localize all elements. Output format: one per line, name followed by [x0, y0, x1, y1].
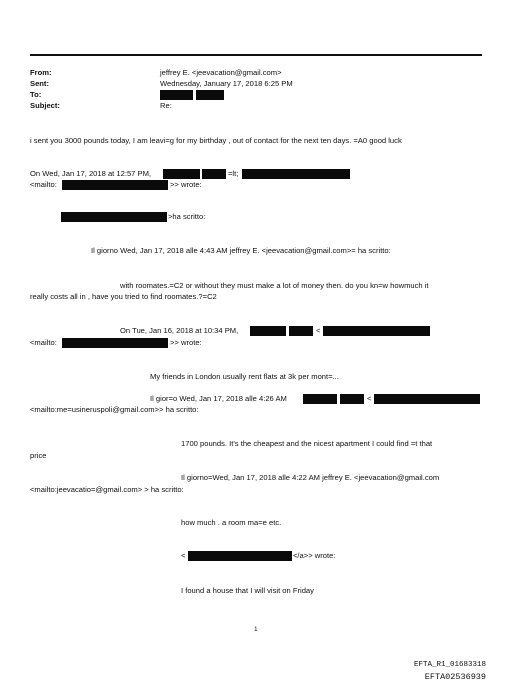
redaction-box [62, 180, 168, 190]
mailto-line: <mailto:me=usineruspoli@gmail.com>> ha scritto: [30, 405, 199, 414]
quote-header-lt: < [181, 551, 186, 560]
from-label: From: [30, 68, 52, 77]
redaction-box [242, 169, 350, 179]
quote-header: Il giorno Wed, Jan 17, 2018 alle 4:43 AM jeffrey E. <jeevacation@gmail.com>= ha scritto: [91, 246, 391, 255]
subject-label: Subject: [30, 101, 60, 110]
to-label: To: [30, 90, 42, 99]
message-line: My friends in London usually rent flats at 3k per mont=... [150, 372, 339, 381]
redaction-box [188, 551, 292, 561]
redaction-box [303, 394, 337, 404]
redaction-box [163, 169, 200, 179]
quote-header: Il giorno=Wed, Jan 17, 2018 alle 4:22 AM jeffrey E. <jeevacation@gmail.com [181, 473, 440, 482]
redaction-box [62, 338, 168, 348]
message-line: i sent you 3000 pounds today, I am leavi=g for my birthday , out of contact for the next ten days. =A0 good luck [30, 136, 402, 145]
redaction-box [61, 212, 167, 222]
quote-header-lt: =lt; [228, 169, 239, 178]
bates-number-secondary: EFTA02536939 [424, 672, 486, 682]
wrote-text: </a>> wrote: [293, 551, 336, 560]
redaction-box [160, 90, 193, 100]
quote-header: On Wed, Jan 17, 2018 at 12:57 PM, [30, 169, 152, 178]
redaction-box [340, 394, 364, 404]
redaction-box [196, 90, 224, 100]
bates-number-primary: EFTA_R1_01683318 [413, 661, 486, 669]
message-line: with roomates.=C2 or without they must make a lot of money then. do you kn=w howmuch it [120, 281, 429, 290]
sent-label: Sent: [30, 79, 49, 88]
message-line: how much . a room ma=e etc. [181, 518, 282, 527]
quote-header: Il gior=o Wed, Jan 17, 2018 alle 4:26 AM [150, 394, 287, 403]
redaction-box [250, 326, 286, 336]
mailto-line: <mailto:jeevacatio=@gmail.com> > ha scritto: [30, 485, 184, 494]
wrote-text: >> wrote: [170, 180, 202, 189]
sent-value: Wednesday, January 17, 2018 6:25 PM [160, 79, 293, 88]
message-line: price [30, 451, 47, 460]
ha-scritto: >ha scritto: [168, 212, 206, 221]
from-value: jeffrey E. <jeevacation@gmail.com> [160, 68, 282, 77]
subject-value: Re: [160, 101, 172, 110]
redaction-box [323, 326, 430, 336]
redaction-box [202, 169, 226, 179]
redaction-box [289, 326, 313, 336]
redaction-box [374, 394, 480, 404]
message-line: really costs all in , have you tried to find roomates.?=C2 [30, 292, 217, 301]
mailto-prefix: <mailto: [30, 338, 57, 347]
mailto-prefix: <mailto: [30, 180, 57, 189]
header-rule [30, 54, 482, 56]
message-line: I found a house that I will visit on Friday [181, 586, 314, 595]
quote-header-lt: < [367, 394, 372, 403]
message-line: 1700 pounds. It's the cheapest and the nicest apartment I could find =t that [181, 439, 433, 448]
quote-header: On Tue, Jan 16, 2018 at 10:34 PM, [120, 326, 239, 335]
quote-header-lt: < [316, 326, 321, 335]
page-number: 1 [254, 626, 258, 633]
wrote-text: >> wrote: [170, 338, 202, 347]
